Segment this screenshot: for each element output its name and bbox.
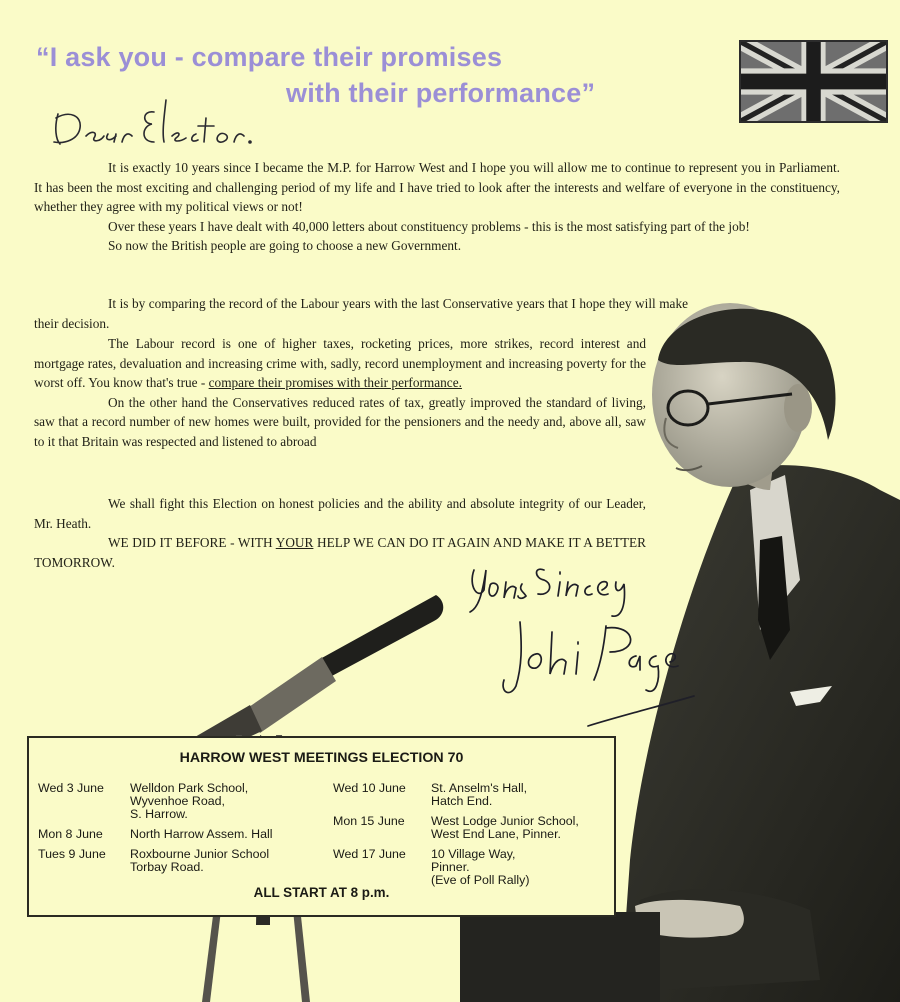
letter-paragraph-7: We shall fight this Election on honest policies and the ability and absolute integrity of our Leader, Mr. Heath. bbox=[34, 496, 646, 531]
meeting-date: Mon 15 June bbox=[333, 814, 405, 828]
meeting-row bbox=[333, 848, 613, 887]
meetings-start-time: ALL START AT 8 p.m. bbox=[253, 885, 390, 900]
letter-body-top bbox=[34, 158, 840, 256]
meeting-date: Wed 3 June bbox=[38, 781, 104, 795]
slogan-part-b: HELP WE CAN DO IT AGAIN AND MAKE IT A BETTER TOMORROW. bbox=[34, 535, 646, 570]
meeting-row bbox=[38, 848, 330, 874]
meeting-row bbox=[333, 782, 613, 808]
slogan-your: YOUR bbox=[275, 535, 314, 550]
union-jack-icon bbox=[739, 40, 888, 123]
meeting-venue: Welldon Park School, Wyvenhoe Road, S. Harrow. bbox=[130, 781, 249, 821]
meeting-row bbox=[38, 782, 330, 821]
letter-paragraph-6: On the other hand the Conservatives reduced rates of tax, greatly improved the standard of living, saw that a record number of new homes were built, provided for the pensioners and the needy and, above all, saw to it that Britain was respected and listened to abroad bbox=[34, 394, 646, 449]
meeting-venue: Roxbourne Junior School Torbay Road. bbox=[130, 847, 270, 874]
meetings-box bbox=[27, 736, 616, 917]
meeting-venue: West Lodge Junior School, West End Lane, Pinner. bbox=[431, 814, 579, 841]
meeting-row bbox=[38, 828, 330, 841]
headline-line-1: “I ask you - compare their promises bbox=[36, 42, 503, 72]
meeting-date: Wed 17 June bbox=[333, 847, 406, 861]
letter-paragraph-3: So now the British people are going to choose a new Government. bbox=[108, 238, 462, 253]
meetings-column-right bbox=[333, 782, 613, 894]
slogan-part-a: WE DID IT BEFORE - WITH bbox=[108, 535, 276, 550]
labour-record-text: The Labour record is one of higher taxes, rocketing prices, more strikes, record interest and mortgage rates, devaluation and increasing crime with, sadly, record unemployment and increasing poverty for the worst off. You know that's true - bbox=[34, 336, 646, 390]
letter-paragraph-4: It is by comparing the record of the Labour years with the last Conservative years that I hope they will make their decision. bbox=[34, 296, 688, 331]
meeting-venue: 10 Village Way, Pinner. (Eve of Poll Rally) bbox=[431, 847, 530, 887]
meeting-venue: St. Anselm's Hall, Hatch End. bbox=[431, 781, 528, 808]
compare-promises-underlined: compare their promises with their performance. bbox=[208, 375, 462, 390]
meeting-venue: North Harrow Assem. Hall bbox=[130, 827, 273, 841]
meetings-title: HARROW WEST MEETINGS ELECTION 70 bbox=[179, 750, 464, 766]
meeting-row bbox=[333, 815, 613, 841]
meeting-date: Tues 9 June bbox=[38, 847, 106, 861]
meetings-column-left bbox=[38, 782, 330, 881]
meeting-date: Mon 8 June bbox=[38, 827, 103, 841]
headline-line-2: with their performance” bbox=[286, 78, 596, 108]
salutation-handwriting bbox=[46, 92, 276, 152]
meeting-date: Wed 10 June bbox=[333, 781, 406, 795]
letter-paragraph-2: Over these years I have dealt with 40,000 letters about constituency problems - this is the most satisfying part of the job! bbox=[108, 218, 750, 234]
letter-paragraph-1: It is exactly 10 years since I became the M.P. for Harrow West and I hope you will allow me to continue to represent you in Parliament. It has been the most exciting and challenging period of my life and I have tried to look after the interests and welfare of everyone in the constituency, whether they agree with my political views or not! bbox=[34, 160, 840, 214]
signature-handwriting bbox=[460, 556, 710, 736]
